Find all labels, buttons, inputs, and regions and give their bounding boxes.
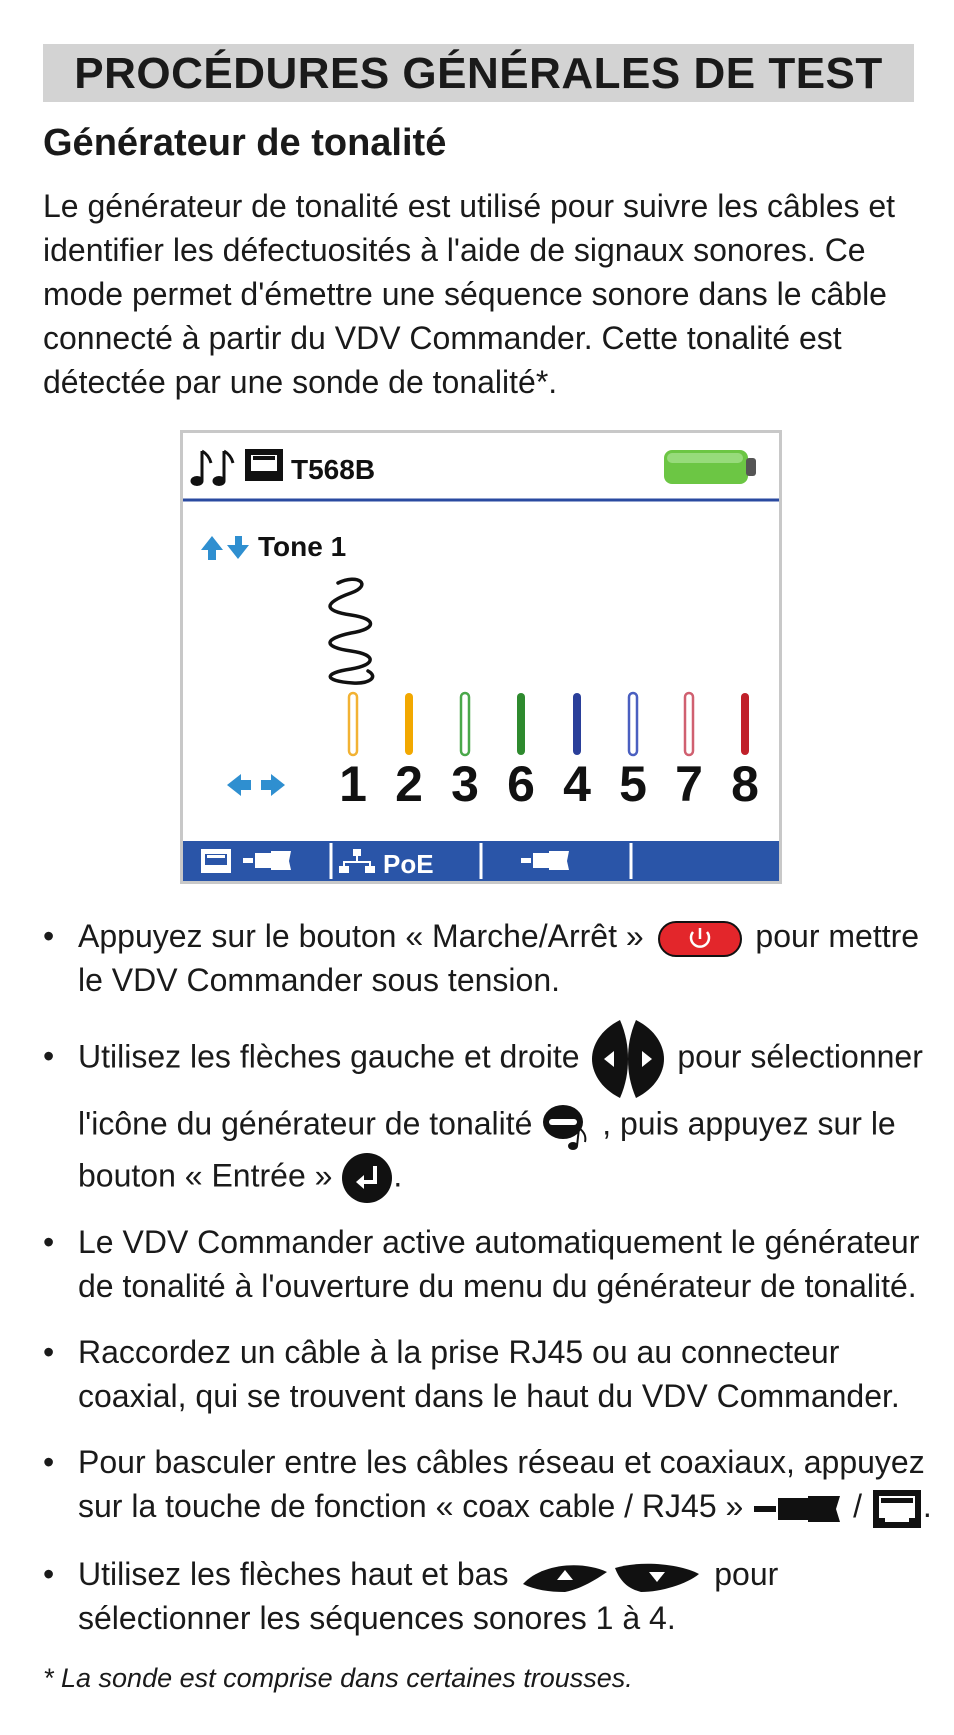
pin-number: 8 [731, 756, 759, 812]
up-down-nav-icon [521, 1558, 701, 1594]
page-title: PROCÉDURES GÉNÉRALES DE TEST [74, 49, 883, 98]
wire-line [405, 693, 413, 755]
screen-canvas [183, 433, 779, 881]
pin-number: 4 [563, 756, 591, 812]
bullet-text: pour [714, 1555, 779, 1592]
bullet-text: Raccordez un câble à la prise RJ45 ou au connecteur [78, 1334, 840, 1370]
bullet-text: . [922, 1488, 932, 1524]
wire-line [517, 693, 525, 755]
pin-number: 2 [395, 756, 423, 812]
wire-line [573, 693, 581, 755]
pin-number: 7 [675, 756, 703, 812]
list-item [43, 1330, 943, 1418]
intro-line: mode permet d'émettre une séquence sonore dans le câble [43, 276, 887, 312]
left-right-arrows-icon [227, 774, 285, 796]
intro-line: détectée par une sonde de tonalité*. [43, 364, 558, 400]
bullet-text: le VDV Commander sous tension. [78, 962, 560, 998]
bullet-text: Appuyez sur le bouton « Marche/Arrêt » [78, 918, 644, 954]
page-title-banner [43, 44, 914, 102]
wire-line [461, 693, 469, 755]
intro-line: Le générateur de tonalité est utilisé pour suivre les câbles et [43, 188, 896, 224]
bullet-text: pour sélectionner [677, 1038, 923, 1075]
bullet-dot: • [43, 1444, 55, 1480]
enter-button-icon [341, 1152, 393, 1204]
bullet-text: , puis appuyez sur le [602, 1105, 896, 1142]
music-notes-icon [191, 451, 233, 486]
rj45-jack-icon [245, 449, 283, 481]
wire-line [629, 693, 637, 755]
softkey-poe-label: PoE [383, 849, 434, 879]
list-item [43, 1440, 943, 1530]
rj45-jack-icon [871, 1488, 923, 1530]
list-item [43, 914, 943, 1002]
wire-line [741, 693, 749, 755]
bullet-text: pour mettre [755, 918, 920, 954]
bullet-dot: • [43, 1334, 55, 1370]
bullet-dot: • [43, 1038, 55, 1074]
bullet-text: . [393, 1157, 403, 1194]
bullet-text: Utilisez les flèches gauche et droite [78, 1038, 580, 1075]
bullet-text: Utilisez les flèches haut et bas [78, 1555, 509, 1592]
wire-line [685, 693, 693, 755]
intro-line: connecté à partir du VDV Commander. Cette tonalité est [43, 320, 842, 356]
bullet-text: sur la touche de fonction « coax cable / RJ45 » [78, 1488, 744, 1524]
pin-numbers [339, 756, 759, 812]
pin-number: 1 [339, 756, 367, 812]
battery-icon [664, 450, 756, 484]
power-button-icon [657, 920, 743, 958]
tone-label: Tone 1 [258, 531, 347, 562]
left-right-nav-icon [590, 1018, 666, 1100]
instruction-list [43, 914, 943, 1640]
wire-line [349, 693, 357, 755]
bullet-dot: • [43, 1555, 55, 1592]
bullet-dot: • [43, 918, 55, 954]
wire-lines [349, 693, 749, 755]
footnote: * La sonde est comprise dans certaines trousses. [43, 1663, 633, 1693]
pin-number: 6 [507, 756, 535, 812]
list-item [43, 1552, 943, 1640]
bullet-text: sélectionner les séquences sonores 1 à 4. [78, 1599, 676, 1636]
bullet-text: Le VDV Commander active automatiquement le générateur [78, 1224, 920, 1260]
bullet-dot: • [43, 1224, 55, 1260]
tone-generator-screen [180, 430, 782, 884]
bullet-text: l'icône du générateur de tonalité [78, 1105, 533, 1142]
tone-generator-icon [541, 1100, 593, 1152]
list-item [43, 1018, 943, 1204]
coax-cable-icon [752, 1492, 844, 1526]
tone-signal-icon [330, 579, 373, 683]
intro-line: identifier les défectuosités à l'aide de signaux sonores. Ce [43, 232, 866, 268]
list-item [43, 1220, 943, 1308]
bullet-text: de tonalité à l'ouverture du menu du générateur de tonalité. [78, 1268, 917, 1304]
wiring-standard: T568B [291, 454, 376, 485]
intro-paragraph [43, 184, 923, 404]
section-title: Générateur de tonalité [43, 122, 447, 164]
pin-number: 5 [619, 756, 647, 812]
rj45-jack-icon [201, 849, 231, 873]
up-down-arrows-icon [201, 536, 249, 560]
bullet-text: coaxial, qui se trouvent dans le haut du VDV Commander. [78, 1378, 900, 1414]
bullet-text: / [853, 1488, 862, 1524]
bullet-text: Pour basculer entre les câbles réseau et coaxiaux, appuyez [78, 1444, 925, 1480]
bullet-text: bouton « Entrée » [78, 1157, 333, 1194]
pin-number: 3 [451, 756, 479, 812]
